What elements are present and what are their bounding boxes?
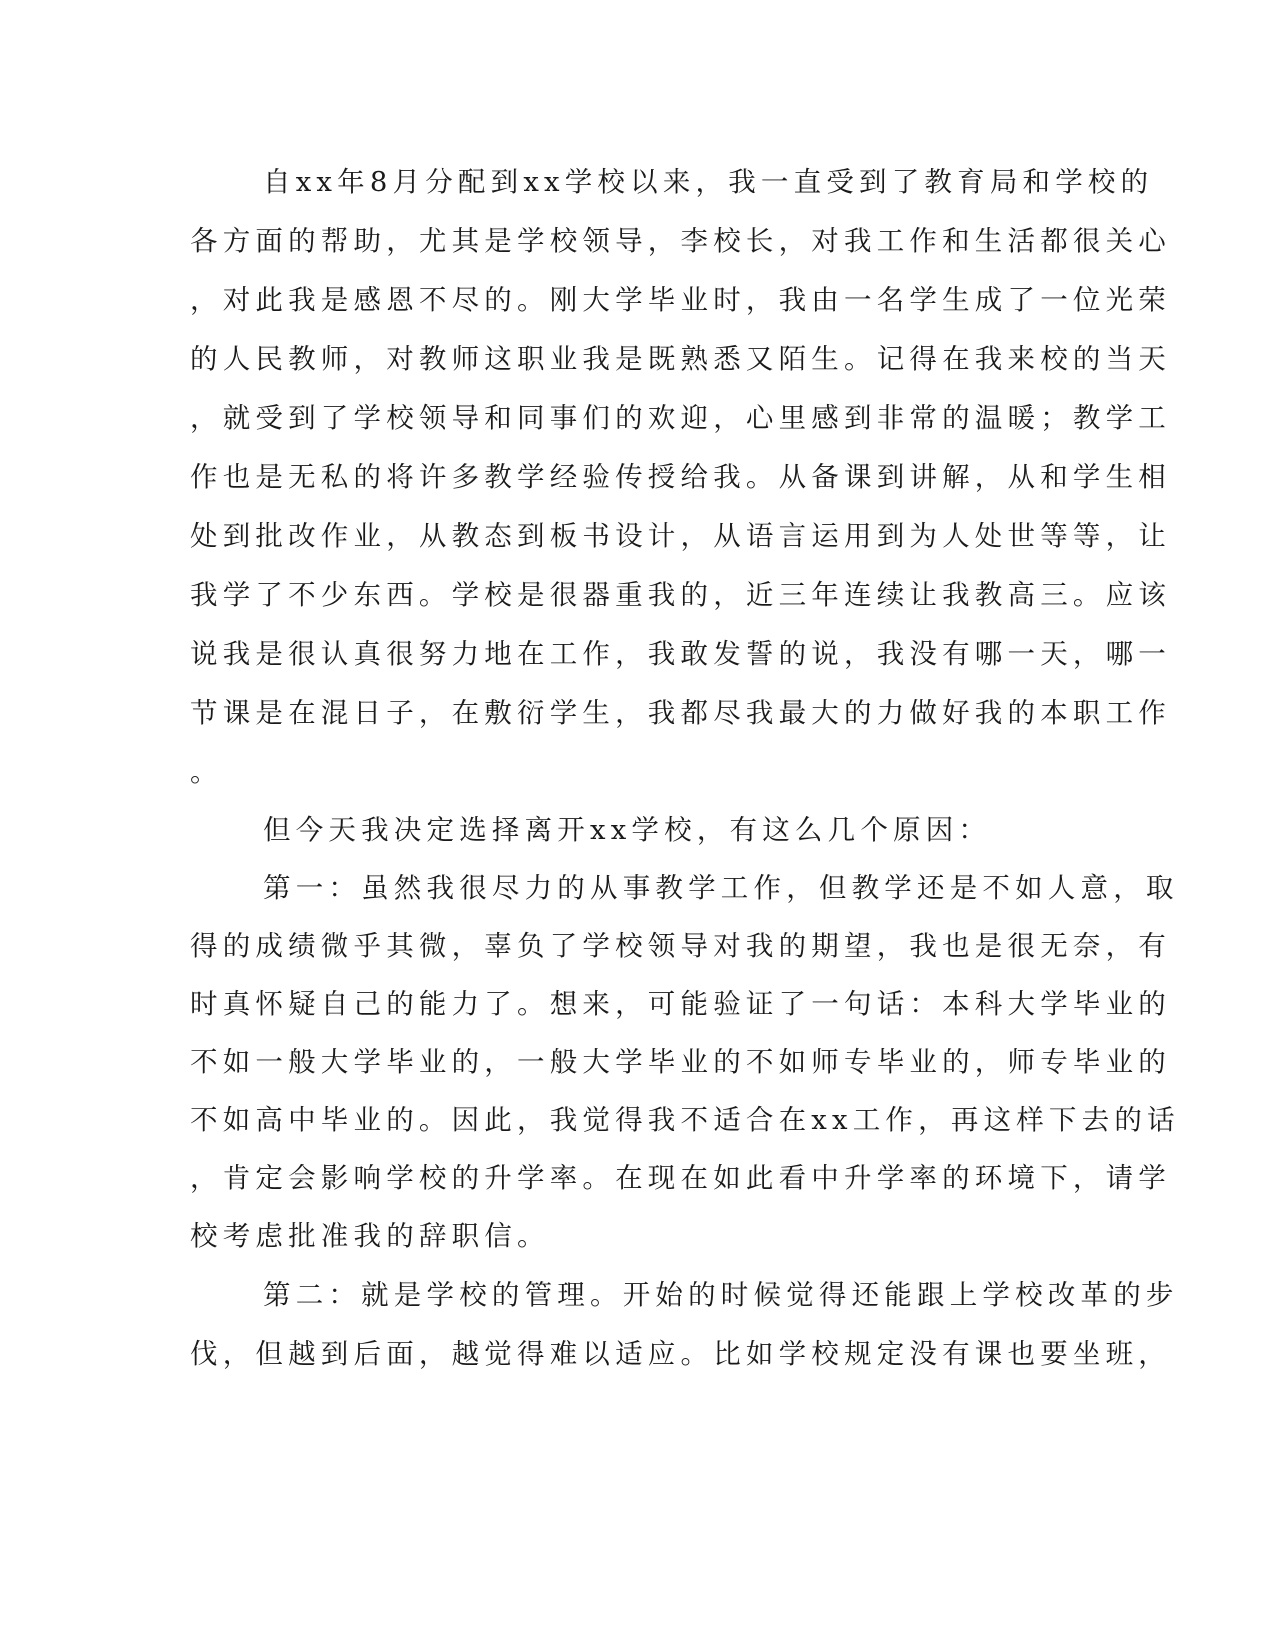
paragraph-1-line-8: 我学了不少东西。学校是很器重我的，近三年连续让我教高三。应该 — [190, 579, 1171, 611]
paragraph-3-line-2: 得的成绩微乎其微，辜负了学校领导对我的期望，我也是很无奈，有 — [190, 930, 1171, 962]
paragraph-1-line-10: 节课是在混日子，在敷衍学生，我都尽我最大的力做好我的本职工作 — [190, 697, 1171, 729]
paragraph-1-line-9: 说我是很认真很努力地在工作，我敢发誓的说，我没有哪一天，哪一 — [190, 638, 1171, 670]
paragraph-4-line-2: 伐，但越到后面，越觉得难以适应。比如学校规定没有课也要坐班， — [190, 1338, 1171, 1370]
paragraph-3-line-3: 时真怀疑自己的能力了。想来，可能验证了一句话：本科大学毕业的 — [190, 988, 1171, 1020]
paragraph-3-line-6: ，肯定会影响学校的升学率。在现在如此看中升学率的环境下，请学 — [190, 1162, 1171, 1194]
paragraph-1-line-11: 。 — [190, 756, 223, 788]
paragraph-2-line-1: 但今天我决定选择离开xx学校，有这么几个原因： — [263, 814, 992, 846]
paragraph-3-line-4: 不如一般大学毕业的，一般大学毕业的不如师专毕业的，师专毕业的 — [190, 1046, 1171, 1078]
paragraph-3-line-5: 不如高中毕业的。因此，我觉得我不适合在xx工作，再这样下去的话 — [190, 1104, 1180, 1136]
paragraph-3-line-1: 第一：虽然我很尽力的从事教学工作，但教学还是不如人意，取 — [263, 872, 1179, 904]
paragraph-1-line-4: 的人民教师，对教师这职业我是既熟悉又陌生。记得在我来校的当天 — [190, 343, 1171, 375]
paragraph-1-line-7: 处到批改作业，从教态到板书设计，从语言运用到为人处世等等，让 — [190, 520, 1171, 552]
paragraph-3-line-7: 校考虑批准我的辞职信。 — [190, 1220, 550, 1252]
paragraph-1-line-2: 各方面的帮助，尤其是学校领导，李校长，对我工作和生活都很关心 — [190, 225, 1171, 257]
paragraph-1-line-1: 自xx年8月分配到xx学校以来，我一直受到了教育局和学校的 — [263, 166, 1154, 198]
paragraph-4-line-1: 第二：就是学校的管理。开始的时候觉得还能跟上学校改革的步 — [263, 1279, 1179, 1311]
paragraph-1-line-6: 作也是无私的将许多教学经验传授给我。从备课到讲解，从和学生相 — [190, 461, 1171, 493]
paragraph-1-line-3: ，对此我是感恩不尽的。刚大学毕业时，我由一名学生成了一位光荣 — [190, 284, 1171, 316]
paragraph-1-line-5: ，就受到了学校领导和同事们的欢迎，心里感到非常的温暖；教学工 — [190, 402, 1171, 434]
